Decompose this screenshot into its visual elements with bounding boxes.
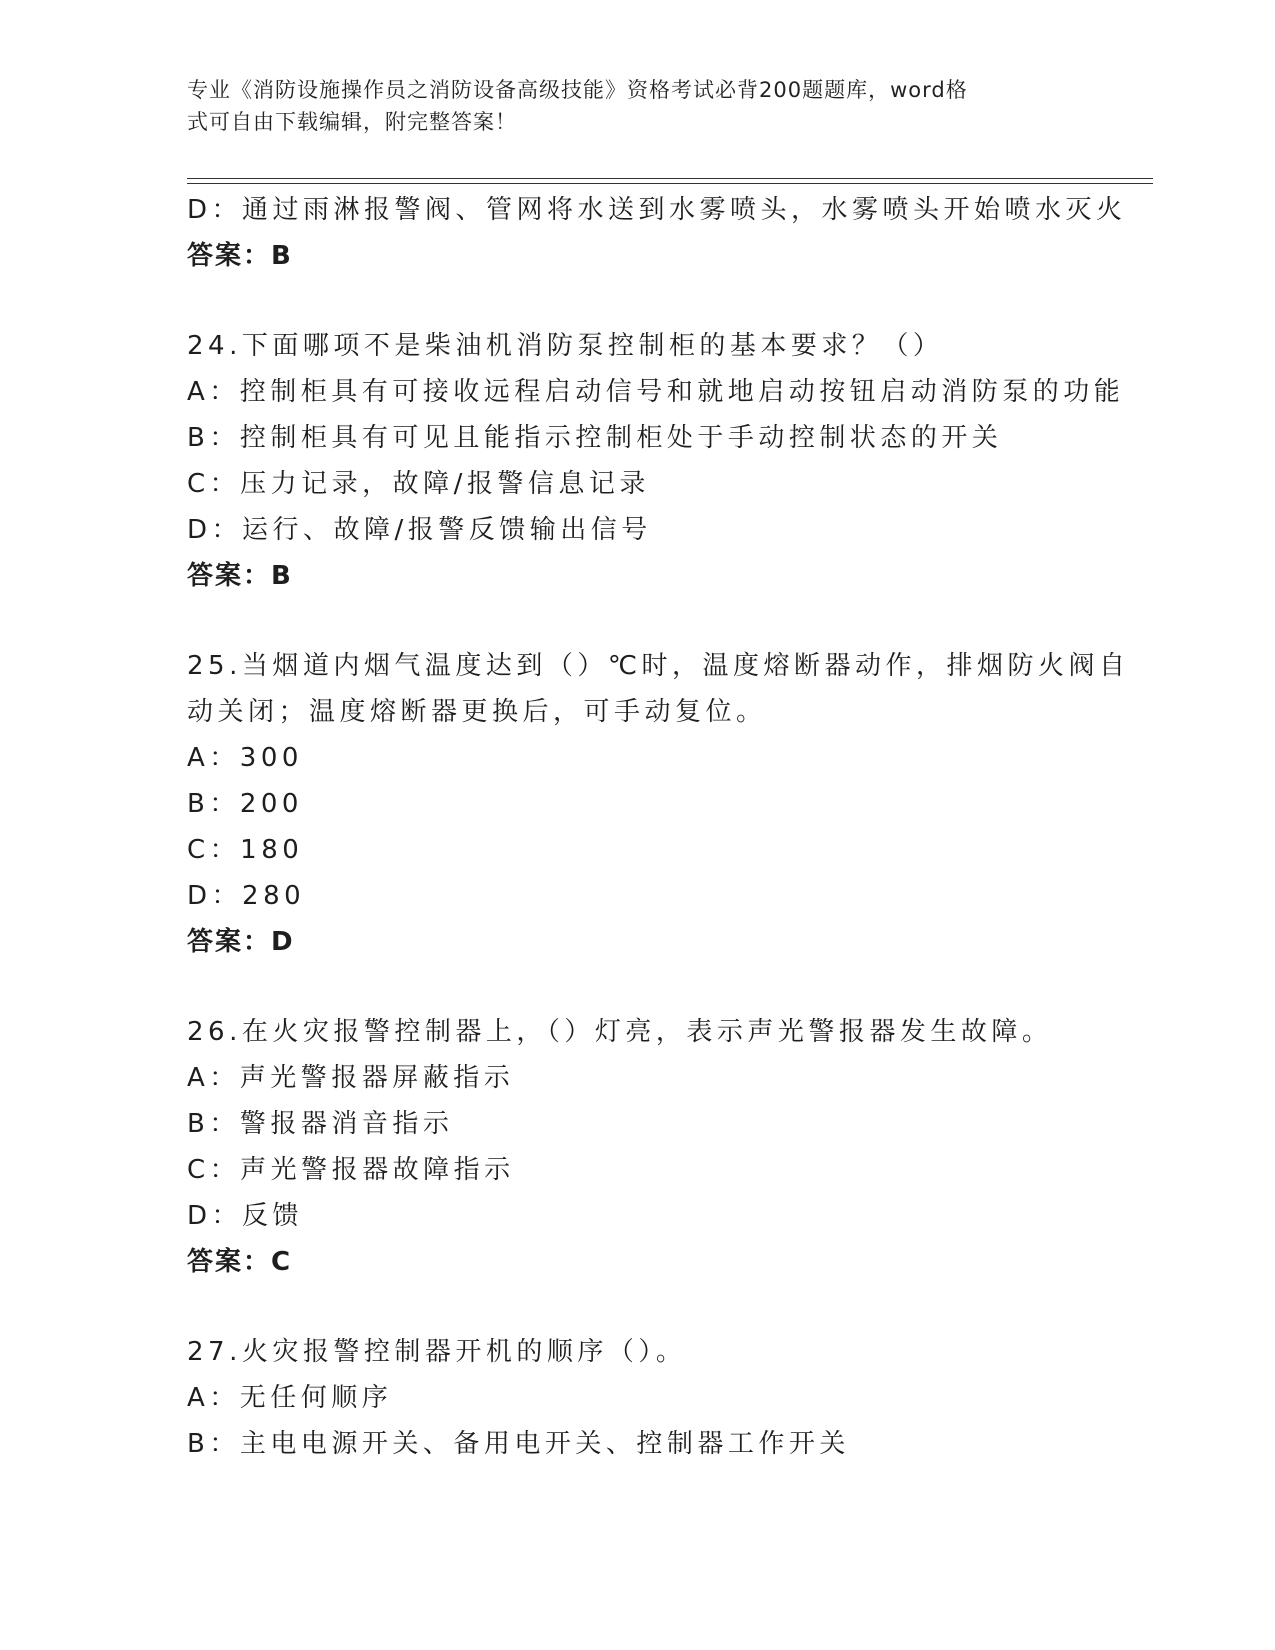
option-c: C：180 <box>187 835 304 865</box>
question-stem-continued: 动关闭；温度熔断器更换后，可手动复位。 <box>187 697 767 727</box>
option-a: A：声光警报器屏蔽指示 <box>187 1063 515 1093</box>
option-c: C：压力记录，故障/报警信息记录 <box>187 469 650 499</box>
header-divider-bottom <box>187 183 1153 184</box>
option-c: C：声光警报器故障指示 <box>187 1155 515 1185</box>
option-b: B：主电电源开关、备用电开关、控制器工作开关 <box>187 1429 850 1459</box>
document-header <box>187 74 1067 138</box>
header-line-2: 式可自由下载编辑，附完整答案！ <box>187 110 517 134</box>
option-d: D：通过雨淋报警阀、管网将水送到水雾喷头，水雾喷头开始喷水灭火 <box>187 195 1127 225</box>
question-stem: 25.当烟道内烟气温度达到（）℃时，温度熔断器动作，排烟防火阀自 <box>187 651 1130 681</box>
question-block-27 <box>187 1329 1107 1467</box>
question-block-26 <box>187 1009 1107 1285</box>
question-content <box>187 187 1130 1467</box>
question-block-continued <box>187 187 1127 279</box>
question-block-25 <box>187 643 1130 965</box>
answer-line: 答案：B <box>187 561 293 591</box>
option-b: B：警报器消音指示 <box>187 1109 454 1139</box>
option-a: A：无任何顺序 <box>187 1383 393 1413</box>
answer-line: 答案：B <box>187 241 293 271</box>
option-b: B：200 <box>187 789 303 819</box>
option-d: D：280 <box>187 881 306 911</box>
header-divider-top <box>187 178 1153 179</box>
question-stem: 24.下面哪项不是柴油机消防泵控制柜的基本要求？（） <box>187 331 944 361</box>
answer-line: 答案：D <box>187 927 295 957</box>
answer-line: 答案：C <box>187 1247 293 1277</box>
question-stem: 26.在火灾报警控制器上，（）灯亮，表示声光警报器发生故障。 <box>187 1017 1053 1047</box>
option-d: D：运行、故障/报警反馈输出信号 <box>187 515 652 545</box>
option-d: D：反馈 <box>187 1201 304 1231</box>
header-line-1: 专业《消防设施操作员之消防设备高级技能》资格考试必背200题题库，word格 <box>187 78 968 102</box>
option-b: B：控制柜具有可见且能指示控制柜处于手动控制状态的开关 <box>187 423 1003 453</box>
option-a: A：控制柜具有可接收远程启动信号和就地启动按钮启动消防泵的功能 <box>187 377 1125 407</box>
question-stem: 27.火灾报警控制器开机的顺序（）。 <box>187 1337 687 1367</box>
question-block-24 <box>187 323 1125 599</box>
option-a: A：300 <box>187 743 303 773</box>
